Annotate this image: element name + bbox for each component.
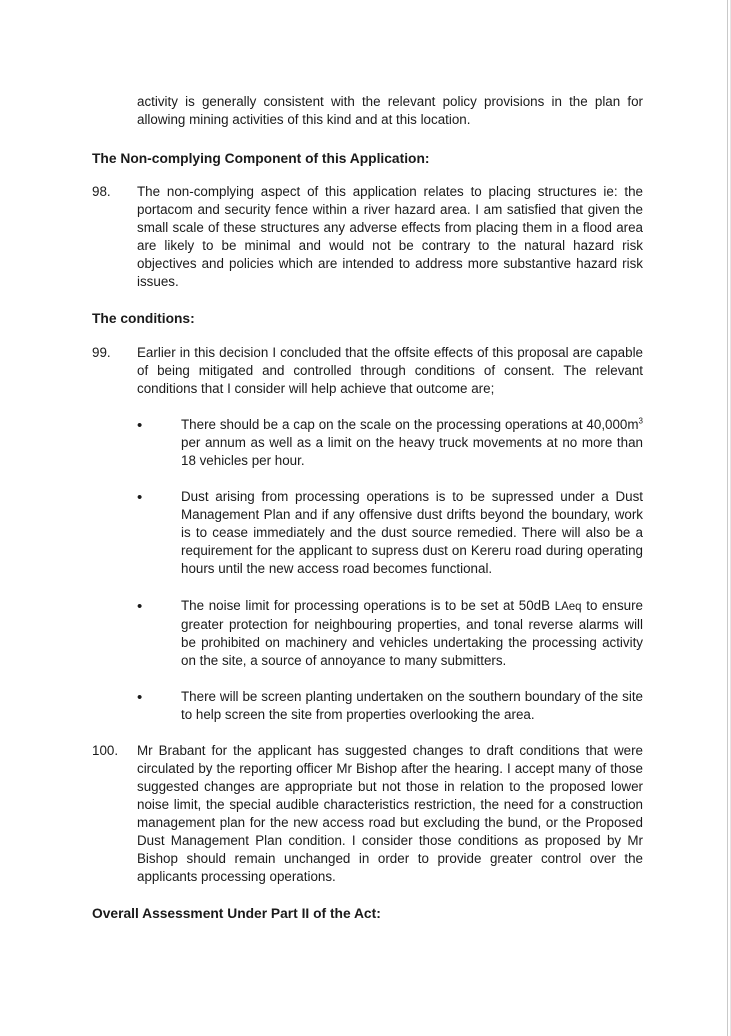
bullet-marker: • (137, 489, 143, 506)
bullet-text: to ensure greater protection for neighbouring properties, and tonal reverse alarms will be prohibited on machinery and vehicles undertaking the processing activity on the site, a source of annoyance to many submitters. (181, 598, 644, 668)
heading-non-complying: The Non-complying Component of this Application: (92, 151, 430, 166)
bullet-item-noise (181, 597, 643, 670)
superscript-cubed: 3 (638, 416, 643, 426)
unit-laeq: LAeq (554, 601, 582, 613)
bullet-marker: • (137, 417, 143, 434)
bullet-text: The noise limit for processing operations is to be set at 50dB (181, 598, 555, 613)
bullet-text: There should be a cap on the scale on the processing operations at 40,000m (181, 417, 639, 432)
paragraph-number-98: 98. (92, 184, 111, 199)
paragraph-number-99: 99. (92, 345, 111, 360)
bullet-item-truck-cap (181, 416, 643, 470)
bullet-marker: • (137, 598, 143, 615)
paragraph-98: The non-complying aspect of this application relates to placing structures ie: the portacom and security fence within a river hazard area. I am satisfied that given the small scale of these structures any adverse effects from placing them in a flood area are likely to be minimal and would not be contrary to the natural hazard risk objectives and policies which are intended to address more substantive hazard risk issues. (137, 184, 643, 289)
heading-conditions: The conditions: (92, 311, 195, 326)
bullet-item-screen-planting: There will be screen planting undertaken on the southern boundary of the site to help screen the site from properties overlooking the area. (181, 689, 643, 722)
paragraph-100: Mr Brabant for the applicant has suggested changes to draft conditions that were circulated by the reporting officer Mr Bishop after the hearing. I accept many of those suggested changes are appropriate but not those in relation to the proposed lower noise limit, the special audible characteristics restriction, the need for a construction management plan for the new access road but excluding the bund, or the Proposed Dust Management Plan condition. I consider those conditions as proposed by Mr Bishop should remain unchanged in order to provide greater control over the applicants processing operations. (137, 743, 643, 884)
bullet-text: per annum as well as a limit on the heavy truck movements at no more than 18 vehicles per hour. (181, 435, 643, 468)
heading-overall-assessment: Overall Assessment Under Part II of the Act: (92, 906, 381, 921)
bullet-marker: • (137, 689, 143, 706)
paragraph-number-100: 100. (92, 743, 119, 758)
bullet-item-dust: Dust arising from processing operations is to be supressed under a Dust Management Plan and if any offensive dust drifts beyond the boundary, work is to cease immediately and the dust source remedied. There will also be a requirement for the applicant to supress dust on Kereru road during operating hours until the new access road becomes functional. (181, 489, 643, 576)
intro-paragraph: activity is generally consistent with the relevant policy provisions in the plan for allowing mining activities of this kind and at this location. (137, 94, 643, 127)
paragraph-99: Earlier in this decision I concluded that the offsite effects of this proposal are capable of being mitigated and controlled through conditions of consent. The relevant conditions that I consider will help achieve that outcome are; (137, 345, 643, 396)
page-edge-line (727, 0, 728, 1036)
